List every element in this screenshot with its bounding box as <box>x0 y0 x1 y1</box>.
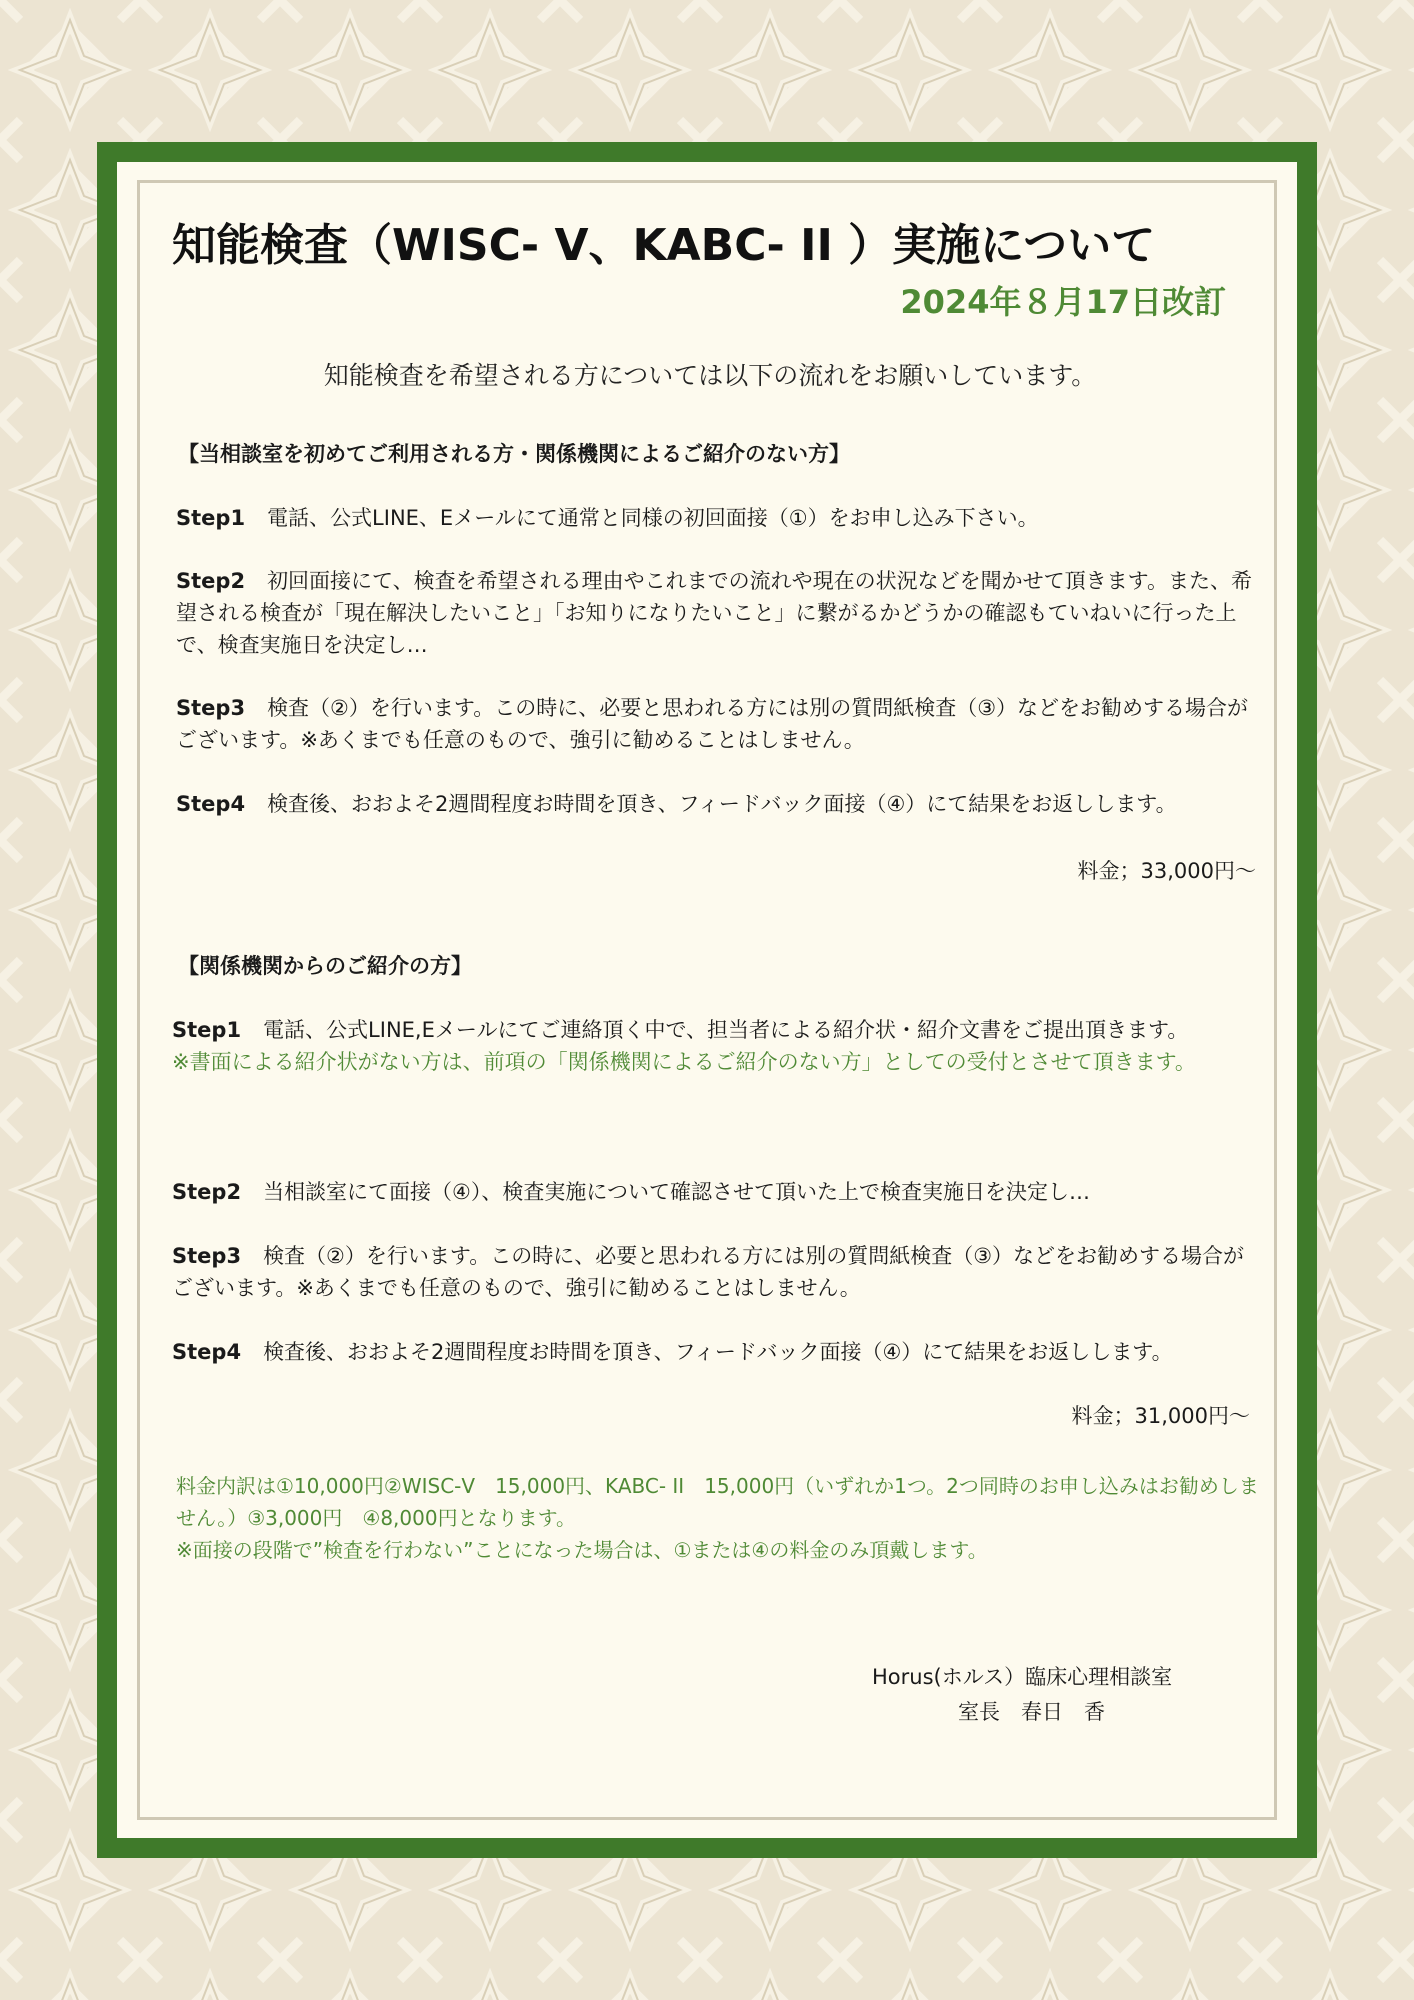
section2-step1 <box>172 1014 1257 1078</box>
fee-breakdown <box>176 1470 1266 1566</box>
signature-office: Horus(ホルス）臨床心理相談室 <box>872 1665 1173 1689</box>
step-label: Step3 <box>172 1244 242 1268</box>
intro-text: 知能検査を希望される方については以下の流れをお願いしています。 <box>323 361 1097 390</box>
step-text: 検査（②）を行います。この時に、必要と思われる方には別の質問紙検査（③）などをお勧めする場合がございます。※あくまでも任意のもので、強引に勧めることはしません。 <box>172 1244 1245 1300</box>
page-title: 知能検査（WISC‐ V、KABC‐ II ）実施について <box>172 220 1156 271</box>
step-text: 電話、公式LINE,Eメールにてご連絡頂く中で、担当者による紹介状・紹介文書をご提出頂きます。 <box>263 1018 1189 1042</box>
signature-person: 室長 春日 香 <box>958 1700 1105 1724</box>
step-text: 電話、公式LINE、Eメールにて通常と同様の初回面接（①）をお申し込み下さい。 <box>267 506 1039 530</box>
inner-border <box>137 180 1277 1820</box>
section1-step4 <box>176 788 1261 820</box>
section1-step2 <box>176 565 1261 661</box>
section1-step1 <box>176 502 1261 534</box>
step-label: Step2 <box>172 1180 242 1204</box>
section1-step3 <box>176 692 1261 756</box>
step-label: Step2 <box>176 569 246 593</box>
section1-fee: 料金；33,000円〜 <box>1077 859 1256 883</box>
step-label: Step4 <box>172 1340 242 1364</box>
step-label: Step4 <box>176 792 246 816</box>
step-label: Step3 <box>176 696 246 720</box>
section2-step2 <box>172 1176 1257 1208</box>
section1-heading: 【当相談室を初めてご利用される方・関係機関によるご紹介のない方】 <box>178 442 850 466</box>
step-text: 検査後、おおよそ2週間程度お時間を頂き、フィードバック面接（④）にて結果をお返しします。 <box>263 1340 1173 1364</box>
fee-breakdown-line2: ※面接の段階で”検査を行わない”ことになった場合は、①または④の料金のみ頂戴します。 <box>176 1538 988 1562</box>
step-text: 初回面接にて、検査を希望される理由やこれまでの流れや現在の状況などを聞かせて頂きます。また、希望される検査が「現在解決したいこと」「お知りになりたいこと」に繋がるかどうかの確認もていねいに行った上で、検査実施日を決定し… <box>176 569 1252 657</box>
section2-fee: 料金；31,000円〜 <box>1071 1404 1250 1428</box>
section2-step3 <box>172 1240 1257 1304</box>
step-text: 検査後、おおよそ2週間程度お時間を頂き、フィードバック面接（④）にて結果をお返しします。 <box>267 792 1177 816</box>
section2-step4 <box>172 1336 1257 1368</box>
step-note: ※書面による紹介状がない方は、前項の「関係機関によるご紹介のない方」としての受付とさせて頂きます。 <box>172 1050 1196 1074</box>
fee-breakdown-line1: 料金内訳は①10,000円②WISC‐Ⅴ 15,000円、KABC‐ II 15,000円（いずれか1つ。2つ同時のお申し込みはお勧めしません。）③3,000円 ④8,000円となります。 <box>176 1474 1259 1530</box>
step-label: Step1 <box>172 1018 242 1042</box>
step-text: 検査（②）を行います。この時に、必要と思われる方には別の質問紙検査（③）などをお勧めする場合がございます。※あくまでも任意のもので、強引に勧めることはしません。 <box>176 696 1249 752</box>
step-label: Step1 <box>176 506 246 530</box>
revision-date: 2024年８月17日改訂 <box>900 283 1226 321</box>
section2-heading: 【関係機関からのご紹介の方】 <box>178 954 472 978</box>
step-text: 当相談室にて面接（④）、検査実施について確認させて頂いた上で検査実施日を決定し… <box>263 1180 1090 1204</box>
